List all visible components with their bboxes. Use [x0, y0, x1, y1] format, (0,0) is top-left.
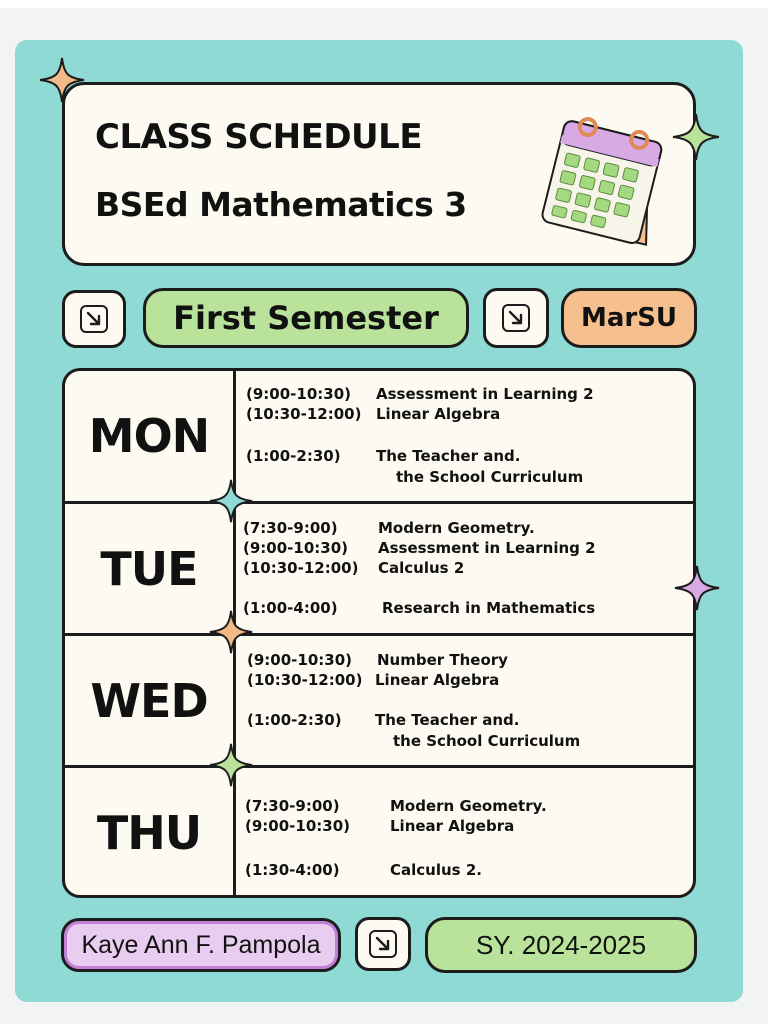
entry-time: (1:00-4:00)	[243, 599, 338, 617]
entry-subject: The Teacher and.	[376, 447, 521, 465]
entry-time: (10:30-12:00)	[243, 559, 359, 577]
school-year: SY. 2024-2025	[475, 929, 647, 960]
sparkle-icon	[38, 56, 86, 104]
arrow-down-right-icon	[374, 935, 392, 953]
author-name: Kaye Ann F. Pampola	[81, 930, 321, 959]
arrow-button-middle[interactable]	[483, 288, 549, 348]
entry-time: (7:30-9:00)	[245, 797, 340, 815]
entry-subject: Linear Algebra	[390, 817, 515, 835]
entry-subject-line2: the School Curriculum	[396, 468, 584, 486]
entry-subject: Assessment in Learning 2	[376, 385, 594, 403]
entry-time: (1:30-4:00)	[245, 861, 340, 879]
entry-subject: Modern Geometry.	[390, 797, 547, 815]
sparkle-icon	[671, 112, 721, 162]
entry-time: (1:00-2:30)	[246, 447, 341, 465]
page-title: CLASS SCHEDULE	[95, 117, 423, 157]
entry-subject: Linear Algebra	[376, 405, 501, 423]
arrow-button-left[interactable]	[62, 290, 126, 348]
sparkle-icon	[673, 564, 721, 612]
school-pill	[561, 288, 697, 348]
entry-subject: Assessment in Learning 2	[378, 539, 596, 557]
entry-subject-line2: the School Curriculum	[393, 732, 581, 750]
school-label: MarSU	[580, 303, 678, 333]
entry-subject: Calculus 2	[378, 559, 465, 577]
arrow-down-right-icon	[507, 309, 525, 327]
entry-subject: The Teacher and.	[375, 711, 520, 729]
top-strip	[0, 0, 768, 8]
header-panel	[62, 82, 696, 266]
school-year-pill	[425, 917, 697, 973]
day-label-thu: THU	[96, 806, 202, 860]
entry-subject: Modern Geometry.	[378, 519, 535, 537]
sparkle-icon	[208, 609, 254, 655]
entry-time: (1:00-2:30)	[247, 711, 342, 729]
entry-subject: Number Theory	[377, 651, 508, 669]
entry-time: (10:30-12:00)	[247, 671, 363, 689]
entry-subject: Research in Mathematics	[382, 599, 596, 617]
entry-time: (9:00-10:30)	[247, 651, 352, 669]
entry-subject: Linear Algebra	[375, 671, 500, 689]
name-pill	[61, 918, 341, 972]
sparkle-icon	[208, 478, 254, 524]
sparkle-icon	[208, 742, 254, 788]
entry-time: (9:00-10:30)	[243, 539, 348, 557]
arrow-down-right-icon	[85, 310, 103, 328]
arrow-button-footer[interactable]	[355, 917, 411, 971]
entry-time: (9:00-10:30)	[245, 817, 350, 835]
calendar-icon	[531, 103, 681, 253]
semester-label: First Semester	[173, 299, 439, 337]
day-label-mon: MON	[88, 409, 210, 463]
day-label-tue: TUE	[100, 542, 198, 596]
entry-time: (10:30-12:00)	[246, 405, 362, 423]
schedule-table	[62, 368, 696, 898]
day-label-wed: WED	[90, 674, 208, 728]
entry-time: (9:00-10:30)	[246, 385, 351, 403]
entry-time: (7:30-9:00)	[243, 519, 338, 537]
entry-subject: Calculus 2.	[390, 861, 482, 879]
page-subtitle: BSEd Mathematics 3	[95, 185, 467, 224]
semester-pill	[143, 288, 469, 348]
